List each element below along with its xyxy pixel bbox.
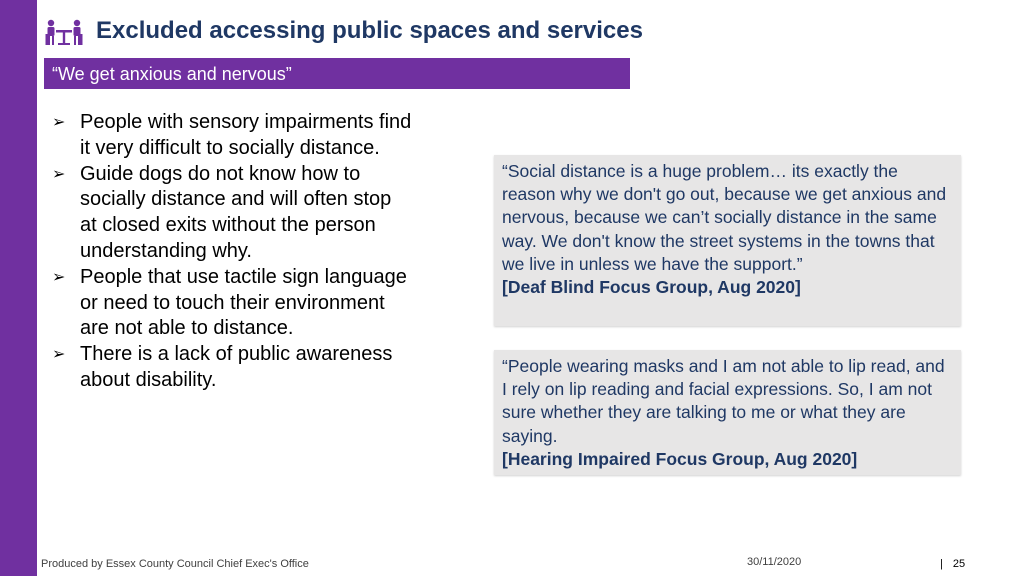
- arrow-bullet-icon: ➢: [52, 114, 66, 131]
- people-at-table-icon: [44, 18, 84, 46]
- arrow-bullet-icon: ➢: [52, 268, 66, 286]
- bullet-item: [52, 265, 412, 342]
- quote-text: “People wearing masks and I am not able to lip read, and I rely on lip reading and facial expressions. So, I am not sure whether they are talking to me or what they are saying.: [502, 356, 945, 446]
- arrow-bullet-icon: ➢: [52, 165, 66, 183]
- bullet-text: Guide dogs do not know how to socially distance and will often stop at closed exits without the person understanding why.: [80, 162, 392, 262]
- page-title: Excluded accessing public spaces and services: [96, 17, 643, 44]
- page-separator: |: [940, 558, 943, 570]
- bullet-text: People with sensory impairments find it very difficult to socially distance.: [80, 111, 412, 159]
- quote-box-deaf-blind: [494, 155, 961, 326]
- bullet-list: [52, 110, 412, 394]
- left-accent-bar: [0, 0, 37, 576]
- bullet-text: There is a lack of public awareness about disability.: [80, 343, 393, 391]
- subtitle-text: “We get anxious and nervous”: [52, 64, 292, 84]
- footer-date: 30/11/2020: [747, 556, 802, 568]
- quote-attribution: [Hearing Impaired Focus Group, Aug 2020]: [502, 448, 858, 469]
- quote-attribution: [Deaf Blind Focus Group, Aug 2020]: [502, 277, 801, 298]
- bullet-item: [52, 162, 412, 265]
- arrow-bullet-icon: ➢: [52, 346, 66, 364]
- page-number: 25: [952, 558, 966, 570]
- footer-page: [940, 558, 965, 570]
- quote-box-hearing-impaired: [494, 350, 961, 475]
- bullet-item: [52, 342, 412, 394]
- footer-producer: Produced by Essex County Council Chief Exec's Office: [41, 558, 309, 570]
- quote-text: “Social distance is a huge problem… its exactly the reason why we don't go out, because we get anxious and nervous, because we can’t socially distance in the same way. We don't know the street systems in the towns that we live in unless we have the support.”: [502, 161, 947, 274]
- bullet-text: People that use tactile sign language or need to touch their environment are not able to distance.: [80, 265, 407, 340]
- bullet-item: [52, 110, 412, 162]
